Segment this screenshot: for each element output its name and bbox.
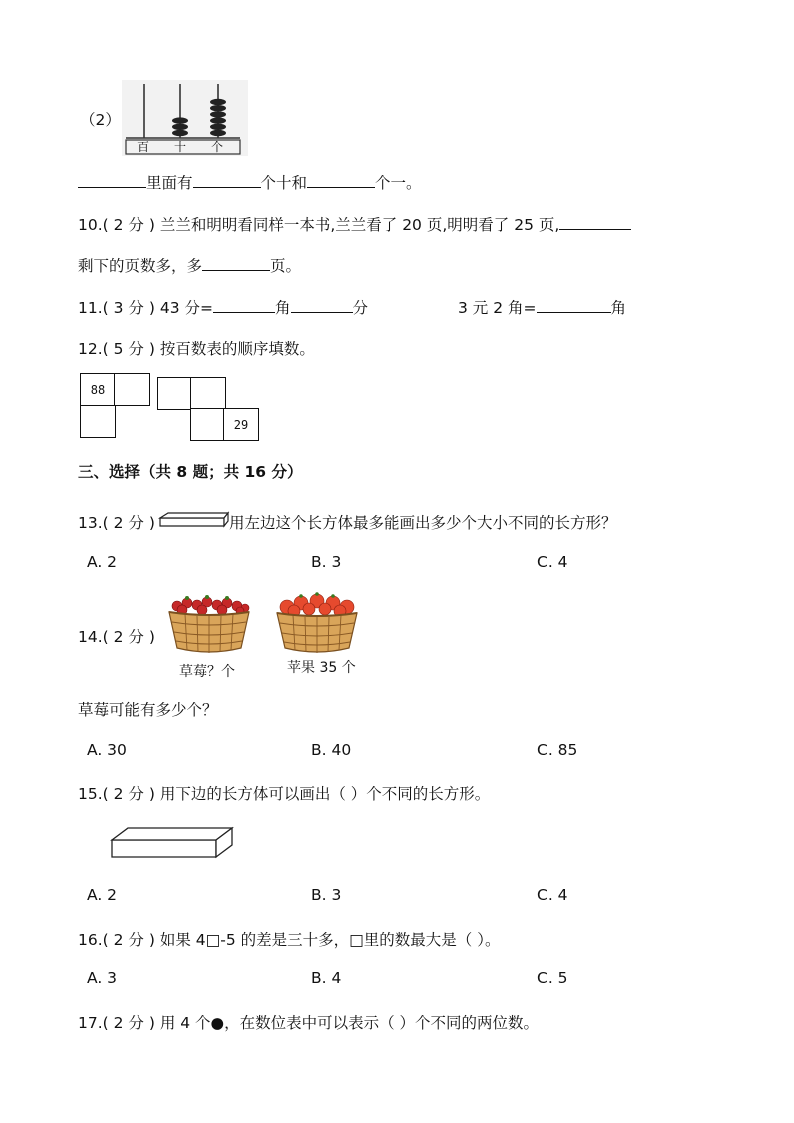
q10-text-2a: 剩下的页数多，多 bbox=[78, 257, 203, 275]
q16-text: 如果 4□-5 的差是三十多，□里的数最大是（ ）。 bbox=[159, 931, 501, 949]
q16-number: 16. bbox=[78, 931, 103, 949]
abacus-bead-ones bbox=[210, 117, 226, 123]
q11-part-2a: 3 元 2 角= bbox=[458, 299, 537, 317]
q13-option-a[interactable]: A. 2 bbox=[87, 553, 118, 571]
q15-score: ( 2 分 ) bbox=[102, 785, 155, 803]
q13-option-b[interactable]: B. 3 bbox=[311, 553, 342, 571]
grid1-cell-blank-1[interactable] bbox=[114, 373, 150, 406]
abacus-bead-ones bbox=[210, 105, 226, 111]
q10-line-1 bbox=[78, 213, 631, 235]
abacus-bead-ones bbox=[210, 130, 226, 136]
grid2-cell-29: 29 bbox=[223, 408, 259, 441]
q15-option-a[interactable]: A. 2 bbox=[87, 886, 118, 904]
q9-blank-3[interactable] bbox=[307, 173, 375, 188]
strawberry-label: 草莓？个 bbox=[179, 664, 235, 680]
q11-line bbox=[78, 296, 368, 318]
q10-line-2 bbox=[78, 254, 301, 276]
section-3-heading: 三、选择（共 8 题；共 16 分） bbox=[78, 463, 303, 481]
q17-line bbox=[78, 1011, 539, 1033]
q11-part-2b: 角 bbox=[610, 299, 627, 317]
q15-text: 用下边的长方体可以画出（ ）个不同的长方形。 bbox=[159, 785, 491, 803]
q14-line bbox=[78, 625, 155, 647]
abacus-bead-tens bbox=[172, 117, 188, 123]
q13-line bbox=[78, 511, 155, 533]
q11-part-1c: 分 bbox=[352, 299, 369, 317]
q9-text-3: 个一。 bbox=[375, 174, 422, 192]
apple-label: 苹果 35 个 bbox=[287, 660, 356, 676]
strawberry-basket-icon bbox=[165, 592, 253, 656]
q11-line-2 bbox=[458, 296, 626, 318]
q13-text: 用左边这个长方体最多能画出多少个大小不同的长方形？ bbox=[229, 514, 617, 532]
q15-option-c[interactable]: C. 4 bbox=[537, 886, 568, 904]
q16-option-c[interactable]: C. 5 bbox=[537, 969, 568, 987]
q10-score: ( 2 分 ) bbox=[102, 216, 155, 234]
q11-blank-2[interactable] bbox=[291, 298, 353, 313]
q9-blank-2[interactable] bbox=[193, 173, 261, 188]
q9-answer-line bbox=[78, 171, 422, 193]
q12-score: ( 5 分 ) bbox=[102, 340, 155, 358]
q17-text: 用 4 个●，在数位表中可以表示（ ）个不同的两位数。 bbox=[159, 1014, 540, 1032]
q16-score: ( 2 分 ) bbox=[102, 931, 155, 949]
q10-blank-1[interactable] bbox=[559, 215, 631, 230]
grid1-cell-blank-2[interactable] bbox=[80, 405, 116, 438]
grid1-cell-88: 88 bbox=[80, 373, 116, 406]
q14-question: 草莓可能有多少个？ bbox=[78, 701, 218, 719]
q16-option-a[interactable]: A. 3 bbox=[87, 969, 118, 987]
q12-number: 12. bbox=[78, 340, 103, 358]
q15-number: 15. bbox=[78, 785, 103, 803]
q15-line bbox=[78, 782, 490, 804]
cuboid-small-figure bbox=[158, 512, 230, 528]
abacus-bead-tens bbox=[172, 130, 188, 136]
q9-sub-label: （2） bbox=[80, 111, 121, 129]
q12-line bbox=[78, 337, 315, 359]
abacus-label-hundreds: 百 bbox=[137, 140, 150, 154]
q10-text-2b: 页。 bbox=[270, 257, 302, 275]
grid2-cell-blank-3[interactable] bbox=[190, 408, 226, 441]
q16-line bbox=[78, 928, 500, 950]
q16-option-b[interactable]: B. 4 bbox=[311, 969, 342, 987]
q15-option-b[interactable]: B. 3 bbox=[311, 886, 342, 904]
q17-number: 17. bbox=[78, 1014, 103, 1032]
q14-number: 14. bbox=[78, 628, 103, 646]
q14-score: ( 2 分 ) bbox=[102, 628, 155, 646]
q9-text-1: 里面有 bbox=[146, 174, 193, 192]
q11-part-1a: 43 分= bbox=[159, 299, 213, 317]
apple-basket-icon bbox=[273, 592, 361, 656]
q11-number: 11. bbox=[78, 299, 103, 317]
q10-blank-2[interactable] bbox=[202, 256, 270, 271]
q14-option-c[interactable]: C. 85 bbox=[537, 741, 578, 759]
q14-option-a[interactable]: A. 30 bbox=[87, 741, 127, 759]
cuboid-large-figure bbox=[110, 826, 236, 860]
abacus-bead-ones bbox=[210, 124, 226, 130]
q11-score: ( 3 分 ) bbox=[102, 299, 155, 317]
q13-score: ( 2 分 ) bbox=[102, 514, 155, 532]
q9-blank-1[interactable] bbox=[78, 173, 146, 188]
q17-score: ( 2 分 ) bbox=[102, 1014, 155, 1032]
q13-option-c[interactable]: C. 4 bbox=[537, 553, 568, 571]
abacus-bead-ones bbox=[210, 111, 226, 117]
q9-text-2: 个十和 bbox=[260, 174, 308, 192]
q14-option-b[interactable]: B. 40 bbox=[311, 741, 352, 759]
q11-blank-1[interactable] bbox=[213, 298, 275, 313]
q11-blank-3[interactable] bbox=[537, 298, 611, 313]
abacus-label-ones: 个 bbox=[211, 140, 224, 154]
q11-part-1b: 角 bbox=[274, 299, 291, 317]
abacus-bead-ones bbox=[210, 99, 226, 105]
abacus-bead-tens bbox=[172, 124, 188, 130]
q12-text: 按百数表的顺序填数。 bbox=[159, 340, 315, 358]
grid2-cell-blank-2[interactable] bbox=[190, 377, 226, 410]
grid2-cell-blank-1[interactable] bbox=[157, 377, 193, 410]
q13-number: 13. bbox=[78, 514, 103, 532]
q10-number: 10. bbox=[78, 216, 103, 234]
q10-text-1: 兰兰和明明看同样一本书,兰兰看了 20 页,明明看了 25 页, bbox=[159, 216, 560, 234]
abacus-label-tens: 十 bbox=[174, 140, 187, 154]
